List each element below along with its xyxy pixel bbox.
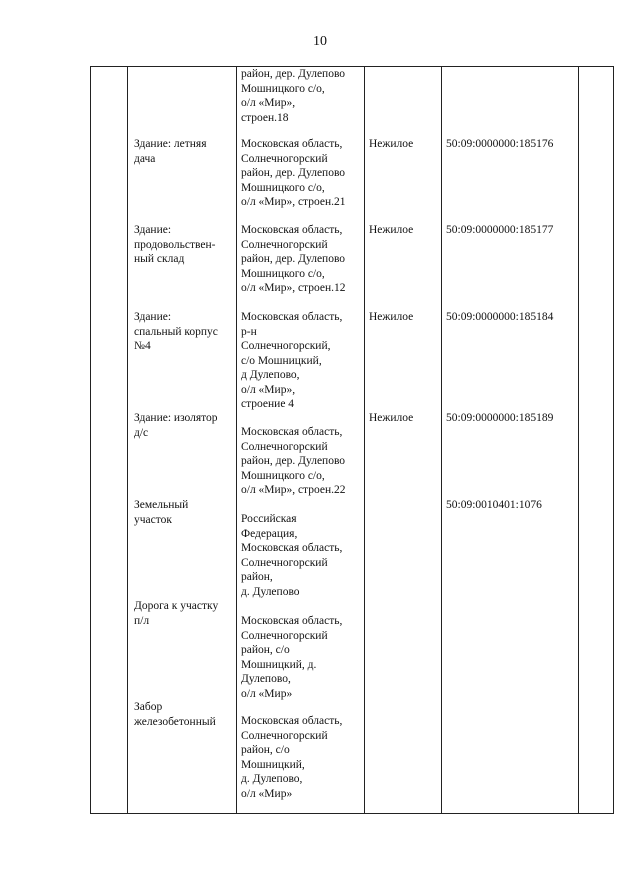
address-cell: Московская область, р-н Солнечногорский, с/о Мошницкий, д Дулепово, о/л «Мир», строение 4 [241, 311, 343, 410]
address-cell: Московская область, Солнечногорский район, с/о Мошницкий, д. Дулепово, о/л «Мир» [241, 615, 343, 700]
address-cell: Московская область, Солнечногорский район, дер. Дулепово Мошницкого с/о, о/л «Мир», строен.12 [241, 224, 346, 294]
column-divider [578, 67, 579, 813]
address-cell: Московская область, Солнечногорский район, дер. Дулепово Мошницкого с/о, о/л «Мир», строен.22 [241, 426, 346, 496]
purpose-cell: Нежилое [369, 311, 414, 323]
object-name-cell: Дорога к участку п/л [134, 600, 219, 627]
address-cell: район, дер. Дулепово Мошницкого с/о, о/л «Мир», строен.18 [241, 68, 346, 124]
object-name-cell: Здание: изолятор д/с [134, 412, 218, 439]
address-cell: Московская область, Солнечногорский район, дер. Дулепово Мошницкого с/о, о/л «Мир», строен.21 [241, 138, 346, 208]
column-divider [441, 67, 442, 813]
object-name-cell: Здание: продовольствен- ный склад [134, 224, 216, 265]
object-name-cell: Забор железобетонный [134, 701, 216, 728]
cadastral-number-cell: 50:09:0000000:185184 [446, 311, 554, 323]
cadastral-number-cell: 50:09:0010401:1076 [446, 499, 542, 511]
page-number: 10 [313, 34, 327, 49]
purpose-cell: Нежилое [369, 138, 414, 150]
cadastral-number-cell: 50:09:0000000:185177 [446, 224, 554, 236]
column-divider [236, 67, 237, 813]
address-cell: Московская область, Солнечногорский район, с/о Мошницкий, д. Дулепово, о/л «Мир» [241, 715, 343, 800]
column-divider [127, 67, 128, 813]
purpose-cell: Нежилое [369, 412, 414, 424]
object-name-cell: Земельный участок [134, 499, 189, 526]
object-name-cell: Здание: спальный корпус №4 [134, 311, 218, 352]
address-cell: Российская Федерация, Московская область, Солнечногорский район, д. Дулепово [241, 513, 343, 598]
purpose-cell: Нежилое [369, 224, 414, 236]
object-name-cell: Здание: летняя дача [134, 138, 207, 165]
cadastral-number-cell: 50:09:0000000:185189 [446, 412, 554, 424]
property-table [90, 66, 614, 814]
cadastral-number-cell: 50:09:0000000:185176 [446, 138, 554, 150]
